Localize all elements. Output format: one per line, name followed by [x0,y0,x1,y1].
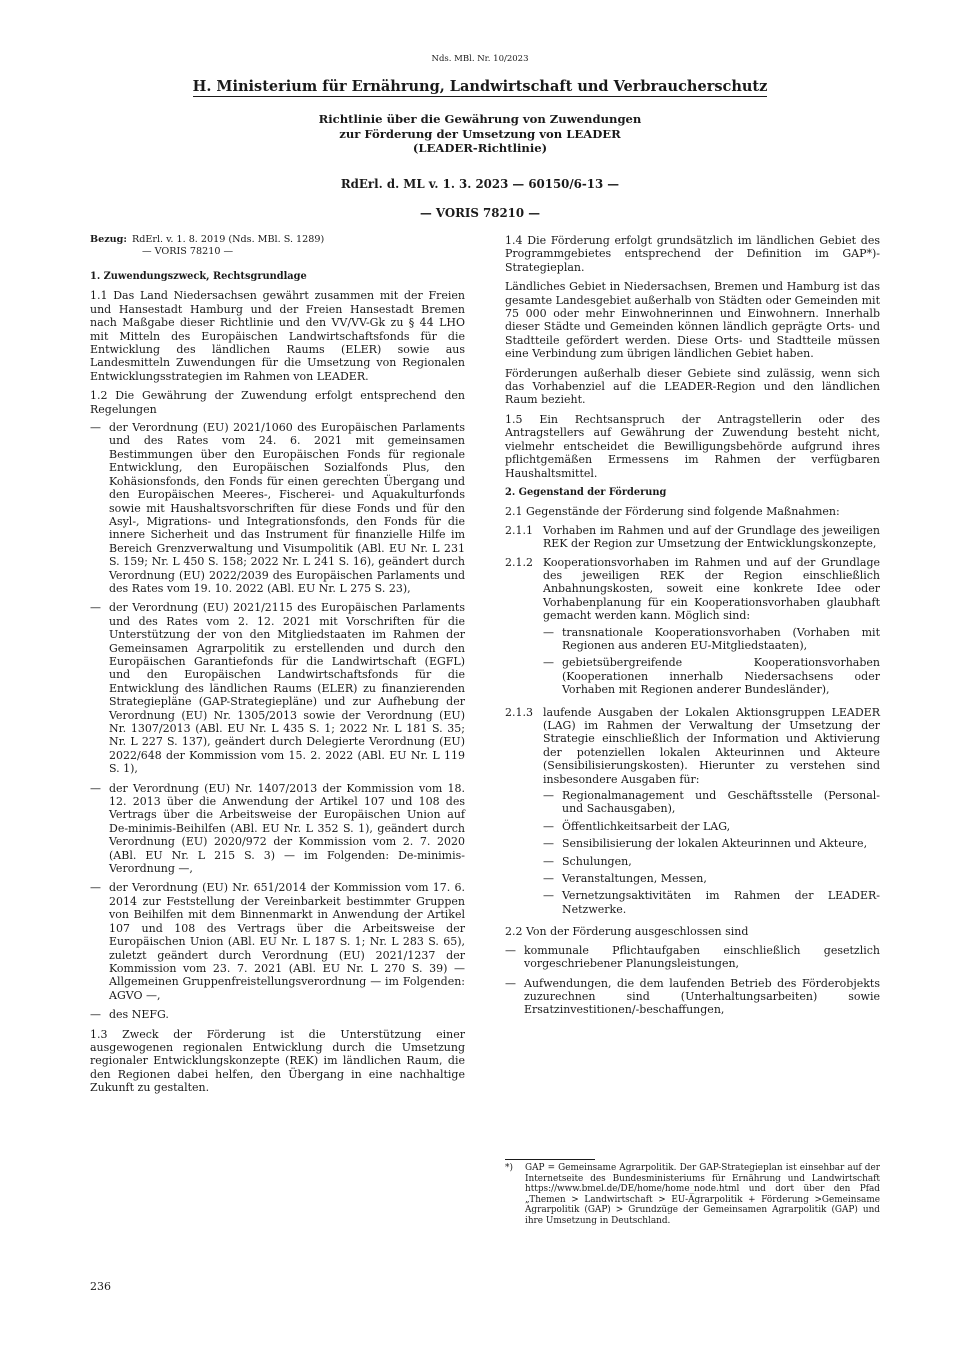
dash-marker: — [543,854,554,868]
sub-list-item-text: Veranstaltungen, Messen, [562,872,707,886]
sub-list-item-text: Sensibilisierung der lokalen Akteurinnen und Akteure, [562,837,868,851]
list-item [90,881,465,1002]
item-number: 2.1.1 [505,523,533,537]
bezug-line-1: RdErl. v. 1. 8. 2019 (Nds. MBl. S. 1289) [132,234,325,245]
dash-marker: — [543,625,554,639]
voris-number: — VORIS 78210 — [419,206,541,220]
paragraph-1-4: 1.4 Die Förderung erfolgt grundsätzlich im ländlichen Gebiet des Programmgebietes entsprechend der Definition im GAP*)-Strategieplan. [505,234,880,274]
dash-marker: — [543,872,554,886]
list-item-text: des NEFG. [109,1008,169,1022]
footnote-text: GAP = Gemeinsame Agrarpolitik. Der GAP-Strategieplan ist einsehbar auf der Internetseite des Bundesministeriums für Ernährung und Landwirtschaft https://www.bmel.de/DE/home/home_node.html und dort über den Pfad „Themen > Landwirtschaft > EU-Agrarpolitik + Förderung >Gemeinsame Agrarpolitik (GAP) > Grundzüge der Gemeinsamen Agrarpolitik (GAP) und ihre Umsetzung in Deutschland. [525,1163,880,1226]
list-item [90,421,465,595]
list-item [90,601,465,775]
paragraph-2-2: 2.2 Von der Förderung ausgeschlossen sind [505,925,749,939]
list-item [505,944,880,971]
paragraph-1-5: 1.5 Ein Rechtsanspruch der Antragstellerin oder des Antragstellers auf Gewährung der Zuwendung besteht nicht, vielmehr entscheidet die Bewilligungsbehörde aufgrund ihres pflichtgemäßen Ermessens im Rahmen der verfügbaren Haushaltsmittel. [505,412,880,480]
paragraph-1-2: 1.2 Die Gewährung der Zuwendung erfolgt entsprechend den Regelungen [90,389,465,416]
footnote [505,1163,880,1227]
list-item-text: der Verordnung (EU) Nr. 1407/2013 der Kommission vom 18. 12. 2013 über die Anwendung der Artikel 107 und 108 des Vertrags über die Arbeitsweise der Europäischen Union auf De-minimis-Beihilfen (ABl. EU Nr. L 352 S. 1), geändert durch Verordnung (EU) 2020/972 der Kommission vom 2. 7. 2020 (ABl. EU Nr. L 215 S. 3) — im Folgenden: De-minimis-Verordnung —, [109,781,465,876]
dash-marker: — [90,421,101,435]
sub-list-item [543,837,880,850]
bezug-value [132,234,465,258]
item-body [543,556,880,701]
numbered-item-2-1-1 [505,524,880,551]
item-number: 2.1.2 [505,555,533,569]
sub-list-item [543,872,880,885]
paragraph-laendliches-gebiet: Ländliches Gebiet in Niedersachsen, Bremen und Hamburg ist das gesamte Landesgebiet außerhalb von Städten oder Gemeinden mit 75 000 oder mehr Einwohnerinnen und Einwohnern. Innerhalb dieser Städte und Gemeinden können ländlich geprägte Orts- und Stadtteile gefördert werden. Diese Orts- und Stadtteile müssen eine Verbindung zum übrigen ländlichen Gebiet haben. [505,280,880,361]
bezug-reference [90,234,465,258]
sub-list-item [543,656,880,696]
section-2-heading: 2. Gegenstand der Förderung [505,486,667,498]
dash-marker: — [505,943,516,957]
list-item-text: der Verordnung (EU) 2021/2115 des Europäischen Parlaments und des Rates vom 2. 12. 2021 mit Vorschriften für die Unterstützung der von den Mitgliedstaaten im Rahmen der Gemeinsamen Agrarpolitik zu erstellenden und durch den Europäischen Garantiefonds für die Landwirtschaft (EGFL) und den Europäischen Landwirtschaftsfonds für die Entwicklung des ländlichen Raums (ELER) zu finanzierenden Strategiepläne (GAP-Strategiepläne) und zur Aufhebung der Verordnung (EU) Nr. 1305/2013 sowie der Verordnung (EU) Nr. 1307/2013 (ABl. EU Nr. L 435 S. 1; 2022 Nr. L 181 S. 35; Nr. L 227 S. 137), geändert durch Delegierte Verordnung (EU) 2022/648 der Kommission vom 15. 2. 2022 (ABl. EU Nr. L 119 S. 1), [109,601,465,776]
list-item-text: Aufwendungen, die dem laufenden Betrieb des Förderobjekts zuzurechnen sind (Unterhaltungsarbeiten) sowie Ersatzinvestitionen/-beschaffungen, [524,976,880,1017]
dash-marker: — [90,601,101,615]
numbered-item-2-1-3 [505,706,880,921]
list-item-text: der Verordnung (EU) 2021/1060 des Europäischen Parlaments und des Rates vom 24. 6. 2021 mit gemeinsamen Bestimmungen über den Europäischen Fonds für regionale Entwicklung, den Europäischen Sozialfonds Plus, den Kohäsionsfonds, den Fonds für einen gerechten Übergang und den Europäischen Meeres-, Fischerei- und Aquakulturfonds sowie mit Haushaltsvorschriften für diese Fonds und für den Asyl-, Migrations- und Integrationsfonds, den Fonds für die innere Sicherheit und das Instrument für finanzielle Hilfe im Bereich Grenzverwaltung und Visumpolitik (ABl. EU Nr. L 231 S. 159; Nr. L 450 S. 158; 2022 Nr. L 241 S. 16), geändert durch Verordnung (EU) 2022/2039 des Europäischen Parlaments und des Rates vom 19. 10. 2022 (ABl. EU Nr. L 275 S. 23), [109,421,465,595]
running-header: Nds. MBl. Nr. 10/2023 [431,54,529,64]
dash-marker: — [543,789,554,803]
footnote-divider [505,1159,595,1160]
right-column [505,234,880,1023]
title-line-2: zur Förderung der Umsetzung von LEADER [339,126,621,141]
item-text: laufende Ausgaben der Lokalen Aktionsgruppen LEADER (LAG) im Rahmen der Verwaltung der Umsetzung der Strategie einschließlich der Information und Aktivierung der potenziellen lokalen Akteurinnen und Akteure (Sensibilisierungskosten). Hierunter zu verstehen sind insbesondere Ausgaben für: [543,705,880,786]
item-number: 2.1.3 [505,705,533,719]
decree-reference: RdErl. d. ML v. 1. 3. 2023 — 60150/6-13 — [340,177,620,191]
bezug-label: Bezug: [90,234,127,245]
sub-list-item-text: Schulungen, [562,854,632,868]
section-1-heading: 1. Zuwendungszweck, Rechtsgrundlage [90,271,307,282]
sub-list-item-text: Vernetzungsaktivitäten im Rahmen der LEADER-Netzwerke. [562,889,880,916]
dash-marker: — [90,881,101,895]
paragraph-1-3: 1.3 Zweck der Förderung ist die Unterstützung einer ausgewogenen regionalen Entwicklung durch die Umsetzung regionaler Entwicklungskonzepte (REK) im ländlichen Raum, die den Regionen dabei helfen, den Übergang in eine nachhaltige Zukunft zu gestalten. [90,1027,465,1095]
bezug-line-2: — VORIS 78210 — [142,246,234,257]
item-body [543,706,880,921]
title-line-1: Richtlinie über die Gewährung von Zuwendungen [318,112,642,126]
dash-marker: — [543,837,554,851]
paragraph-1-1: 1.1 Das Land Niedersachsen gewährt zusammen mit der Freien und Hansestadt Hamburg und der Freien Hansestadt Bremen nach Maßgabe dieser Richtlinie und den VV/VV-Gk zu § 44 LHO mit Mitteln des Europäischen Landwirtschaftsfonds für die Entwicklung des ländlichen Raums (ELER) sowie aus Landesmitteln Zuwendungen für die Umsetzung von Regionalen Entwicklungsstrategien im Rahmen von LEADER. [90,289,465,383]
dash-marker: — [543,889,554,903]
footnote-marker: *) [505,1163,513,1173]
item-text: Kooperationsvorhaben im Rahmen und auf der Grundlage des jeweiligen REK der Region einschließlich Anbahnungskosten, soweit eine konkrete Idee oder Vorhabenplanung für ein Kooperationsvorhaben glaubhaft gemacht werden kann. Möglich sind: [543,555,880,623]
sub-list-item-text: gebietsübergreifende Kooperationsvorhaben (Kooperationen innerhalb Niedersachsens oder Vorhaben mit Regionen anderer Bundesländer), [562,656,880,697]
sub-list-item-text: transnationale Kooperationsvorhaben (Vorhaben mit Regionen aus anderen EU-Mitgliedstaaten), [562,625,880,652]
dash-marker: — [543,656,554,670]
dash-marker: — [543,819,554,833]
numbered-item-2-1-2 [505,556,880,701]
list-item-text: kommunale Pflichtaufgaben einschließlich gesetzlich vorgeschriebener Planungsleistungen, [524,943,880,971]
sub-list-item [543,855,880,868]
sub-list-item [543,889,880,916]
list-item [90,782,465,876]
sub-list-item-text: Öffentlichkeitsarbeit der LAG, [562,819,731,833]
sub-list-item [543,820,880,833]
ministry-heading-text: H. Ministerium für Ernährung, Landwirtschaft und Verbraucherschutz [192,78,768,95]
list-item-text: der Verordnung (EU) Nr. 651/2014 der Kommission vom 17. 6. 2014 zur Feststellung der Vereinbarkeit bestimmter Gruppen von Beihilfen mit dem Binnenmarkt in Anwendung der Artikel 107 und 108 des Vertrags über die Arbeitsweise der Europäischen Union (ABl. EU Nr. L 187 S. 1; Nr. L 283 S. 65), zuletzt geändert durch Verordnung (EU) 2021/1237 der Kommission vom 23. 7. 2021 (ABl. EU Nr. L 270 S. 39) — Allgemeinen Gruppenfreistellungsverordnung — im Folgenden: AGVO —, [109,881,465,1002]
ministry-heading [0,78,960,95]
sub-list-item [543,626,880,653]
paragraph-ausserhalb: Förderungen außerhalb dieser Gebiete sind zulässig, wenn sich das Vorhabenziel auf die LEADER-Region und den ländlichen Raum bezieht. [505,366,880,407]
dash-marker: — [90,1008,101,1022]
document-title [0,112,960,156]
left-column [90,234,465,1101]
sub-list-item [543,789,880,816]
list-item [90,1008,465,1021]
title-line-3: (LEADER-Richtlinie) [412,141,548,155]
paragraph-2-1: 2.1 Gegenstände der Förderung sind folgende Maßnahmen: [505,505,840,519]
list-item [505,977,880,1017]
dash-marker: — [90,781,101,795]
sub-list-item-text: Regionalmanagement und Geschäftsstelle (Personal- und Sachausgaben), [562,789,880,816]
page-number: 236 [90,1280,111,1293]
dash-marker: — [505,976,516,990]
item-text: Vorhaben im Rahmen und auf der Grundlage des jeweiligen REK der Region zur Umsetzung der Entwicklungskonzepte, [543,523,880,551]
